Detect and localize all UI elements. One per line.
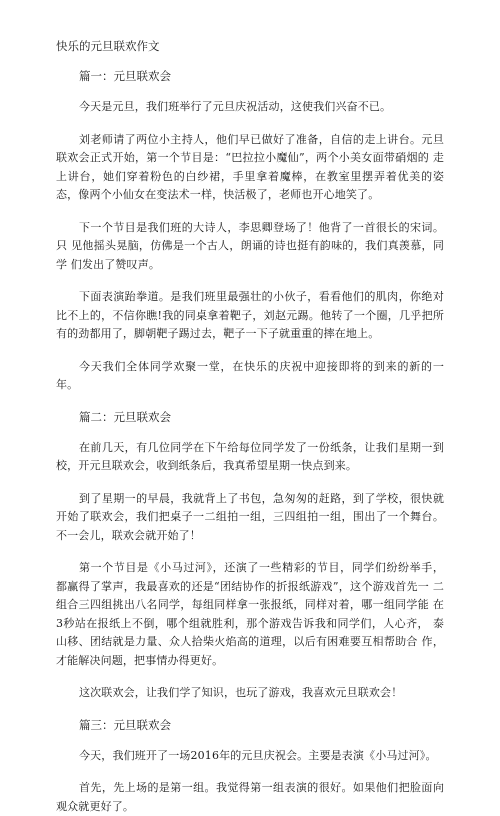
paragraph: 这次联欢会，让我们学了知识，也玩了游戏，我喜欢元旦联欢会！ xyxy=(56,684,444,703)
paragraph: 第一个节目是《小马过河》，还演了一些精彩的节目，同学们纷纷举手， 都赢得了掌声，我最喜欢的还是“团结协作的折报纸游戏”，这个游戏首先一 二组合三四组挑出八名同学，每组同样拿一张报纸，同样对着，哪一组同学能 在3秒站在报纸上不倒，哪个组就胜利，那个游戏告诉我和同学们，人心齐， 泰山移、团结就是力量、众人拾柴火焰高的道理，以后有困难要互相帮助合 作，才能解决问题，把事情办得更好。 xyxy=(56,559,444,670)
section-2 xyxy=(56,409,444,703)
paragraph: 到了星期一的早晨，我就背上了书包，急匆匆的赶路，到了学校，很快就 开始了联欢会，我们把桌子一二组拍一组，三四组拍一组，围出了一个舞台。 不一会儿，联欢会就开始了！ xyxy=(56,490,444,546)
section-heading: 篇三：元旦联欢会 xyxy=(56,717,444,733)
section-heading: 篇二：元旦联欢会 xyxy=(56,409,444,425)
paragraph: 首先，先上场的是第一组。我觉得第一组表演的很好。如果他们把脸面向 观众就更好了。 xyxy=(56,779,444,816)
paragraph: 下一个节目是我们班的大诗人，李思卿登场了！他背了一首很长的宋词。只 见他摇头晃脑，仿佛是一个古人，朗诵的诗也挺有韵味的，我们真羡慕，同学 们发出了赞叹声。 xyxy=(56,219,444,275)
section-heading: 篇一：元旦联欢会 xyxy=(56,68,444,84)
paragraph: 刘老师请了两位小主持人，他们早已做好了准备，自信的走上讲台。元旦 联欢会正式开始，第一个节目是：“巴拉拉小魔仙”，两个小美女面带硝烟的 走上讲台，她们穿着粉色的白纱裙，手里拿着魔棒，在教室里摆弄着优美的姿 态，像两个小仙女在变法术一样，快活极了，老师也开心地笑了。 xyxy=(56,131,444,205)
document-title: 快乐的元旦联欢作文 xyxy=(56,38,444,54)
paragraph: 下面表演跆拳道。是我们班里最强壮的小伙子，看看他们的肌肉，你绝对 比不上的，不信你瞧!我的同桌拿着靶子，刘赵元踢。他转了一个圈，几乎把所 有的劲都用了，脚朝靶子踢过去，靶子一下子就重重的摔在地上。 xyxy=(56,288,444,344)
paragraph: 今天，我们班开了一场2016年的元旦庆祝会。主要是表演《小马过河》。 xyxy=(56,747,444,766)
section-1 xyxy=(56,68,444,395)
section-3 xyxy=(56,717,444,816)
paragraph: 在前几天，有几位同学在下午给每位同学发了一份纸条，让我们星期一到 校，开元旦联欢会，收到纸条后，我真希望星期一快点到来。 xyxy=(56,439,444,476)
paragraph: 今天是元旦，我们班举行了元旦庆祝活动，这使我们兴奋不已。 xyxy=(56,98,444,117)
paragraph: 今天我们全体同学欢聚一堂，在快乐的庆祝中迎接即将的到来的新的一 年。 xyxy=(56,358,444,395)
